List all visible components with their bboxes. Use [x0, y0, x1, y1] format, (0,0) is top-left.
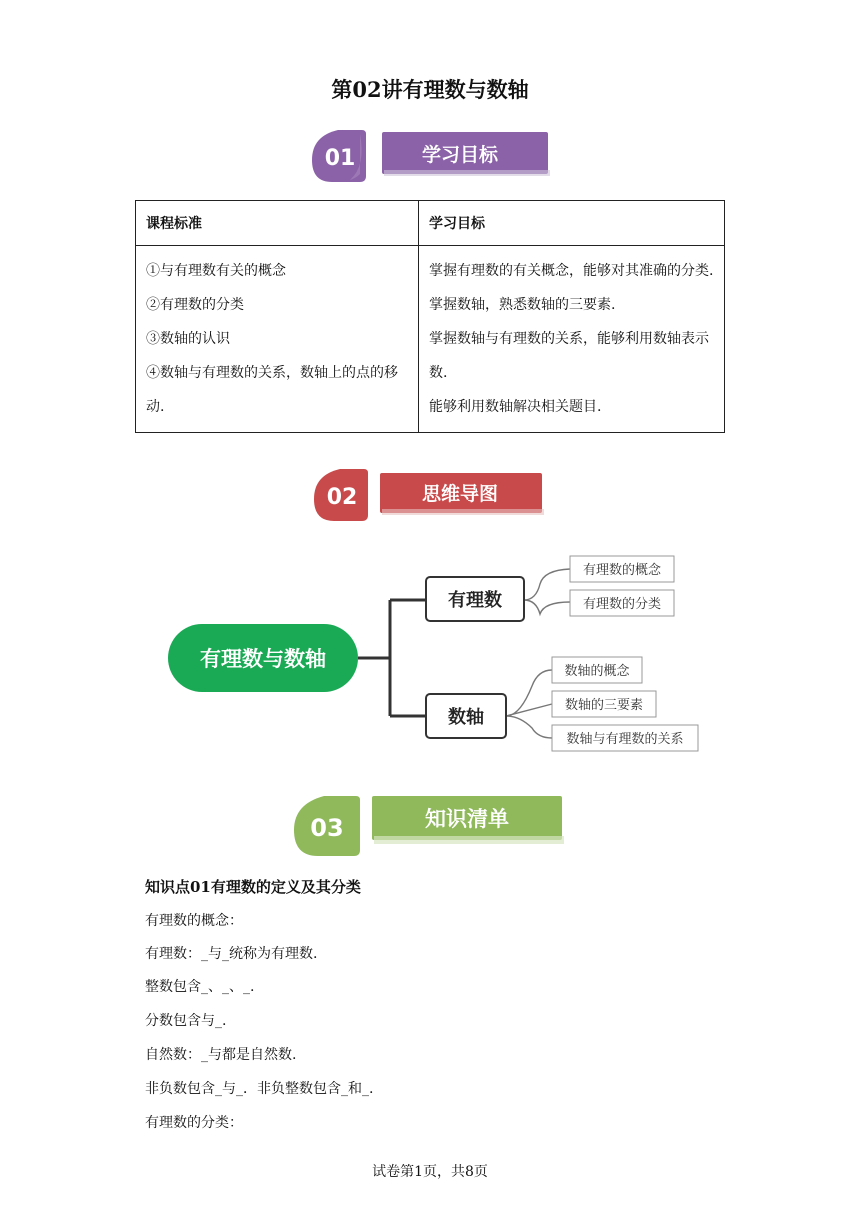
badge-label: 知识清单 [425, 807, 509, 831]
standard-item: ③数轴的认识 [146, 331, 230, 347]
section-badge-02 [312, 465, 557, 525]
mind-leaf-label: 有理数的分类 [582, 597, 662, 612]
mind-root-label: 有理数与数轴 [200, 647, 326, 671]
section-badge-01 [310, 126, 555, 186]
knowledge-line: 有理数的概念： [145, 913, 243, 929]
goal-item: 掌握数轴，熟悉数轴的三要素. [429, 297, 616, 313]
page-title: 第02讲有理数与数轴 [331, 77, 529, 102]
standard-item: ②有理数的分类 [146, 297, 244, 313]
badge-number: 03 [310, 814, 344, 842]
badge-number: 01 [324, 146, 356, 171]
knowledge-line: 有理数的分类： [145, 1115, 243, 1131]
standards-cell [136, 246, 419, 433]
knowledge-line: 有理数：_与_统称为有理数. [145, 946, 318, 962]
mind-leaf-label: 数轴与有理数的关系 [566, 732, 684, 747]
standard-item: ①与有理数有关的概念 [146, 263, 286, 279]
mind-map [160, 540, 720, 774]
goals-cell [419, 246, 725, 433]
knowledge-line: 自然数：_与都是自然数. [145, 1047, 297, 1063]
knowledge-line: 分数包含与_. [145, 1013, 227, 1029]
mind-leaf-label: 数轴的概念 [564, 664, 630, 679]
section-badge-03 [292, 792, 572, 860]
mind-leaf-label: 数轴的三要素 [564, 698, 644, 713]
knowledge-line: 非负数包含_与_．非负整数包含_和_. [145, 1081, 374, 1097]
mind-branch-label: 有理数 [448, 590, 502, 611]
standards-table [135, 200, 725, 433]
knowledge-line: 整数包含_、_、_. [145, 979, 255, 995]
badge-label: 思维导图 [421, 483, 499, 505]
knowledge-point-title: 知识点01有理数的定义及其分类 [145, 878, 361, 896]
goal-item: 掌握有理数的有关概念，能够对其准确的分类. [429, 263, 714, 279]
table-header-goal: 学习目标 [419, 201, 725, 246]
mind-branch-label: 数轴 [448, 707, 484, 728]
badge-number: 02 [326, 485, 358, 510]
goal-item: 能够利用数轴解决相关题目. [429, 399, 602, 415]
table-header-standard: 课程标准 [136, 201, 419, 246]
page-footer: 试卷第1页，共8页 [372, 1164, 488, 1180]
mind-leaf-label: 有理数的概念 [582, 563, 662, 578]
badge-label: 学习目标 [421, 144, 499, 166]
standard-item: ④数轴与有理数的关系，数轴上的点的移动. [146, 365, 398, 415]
goal-item: 掌握数轴与有理数的关系，能够利用数轴表示数. [429, 331, 709, 381]
